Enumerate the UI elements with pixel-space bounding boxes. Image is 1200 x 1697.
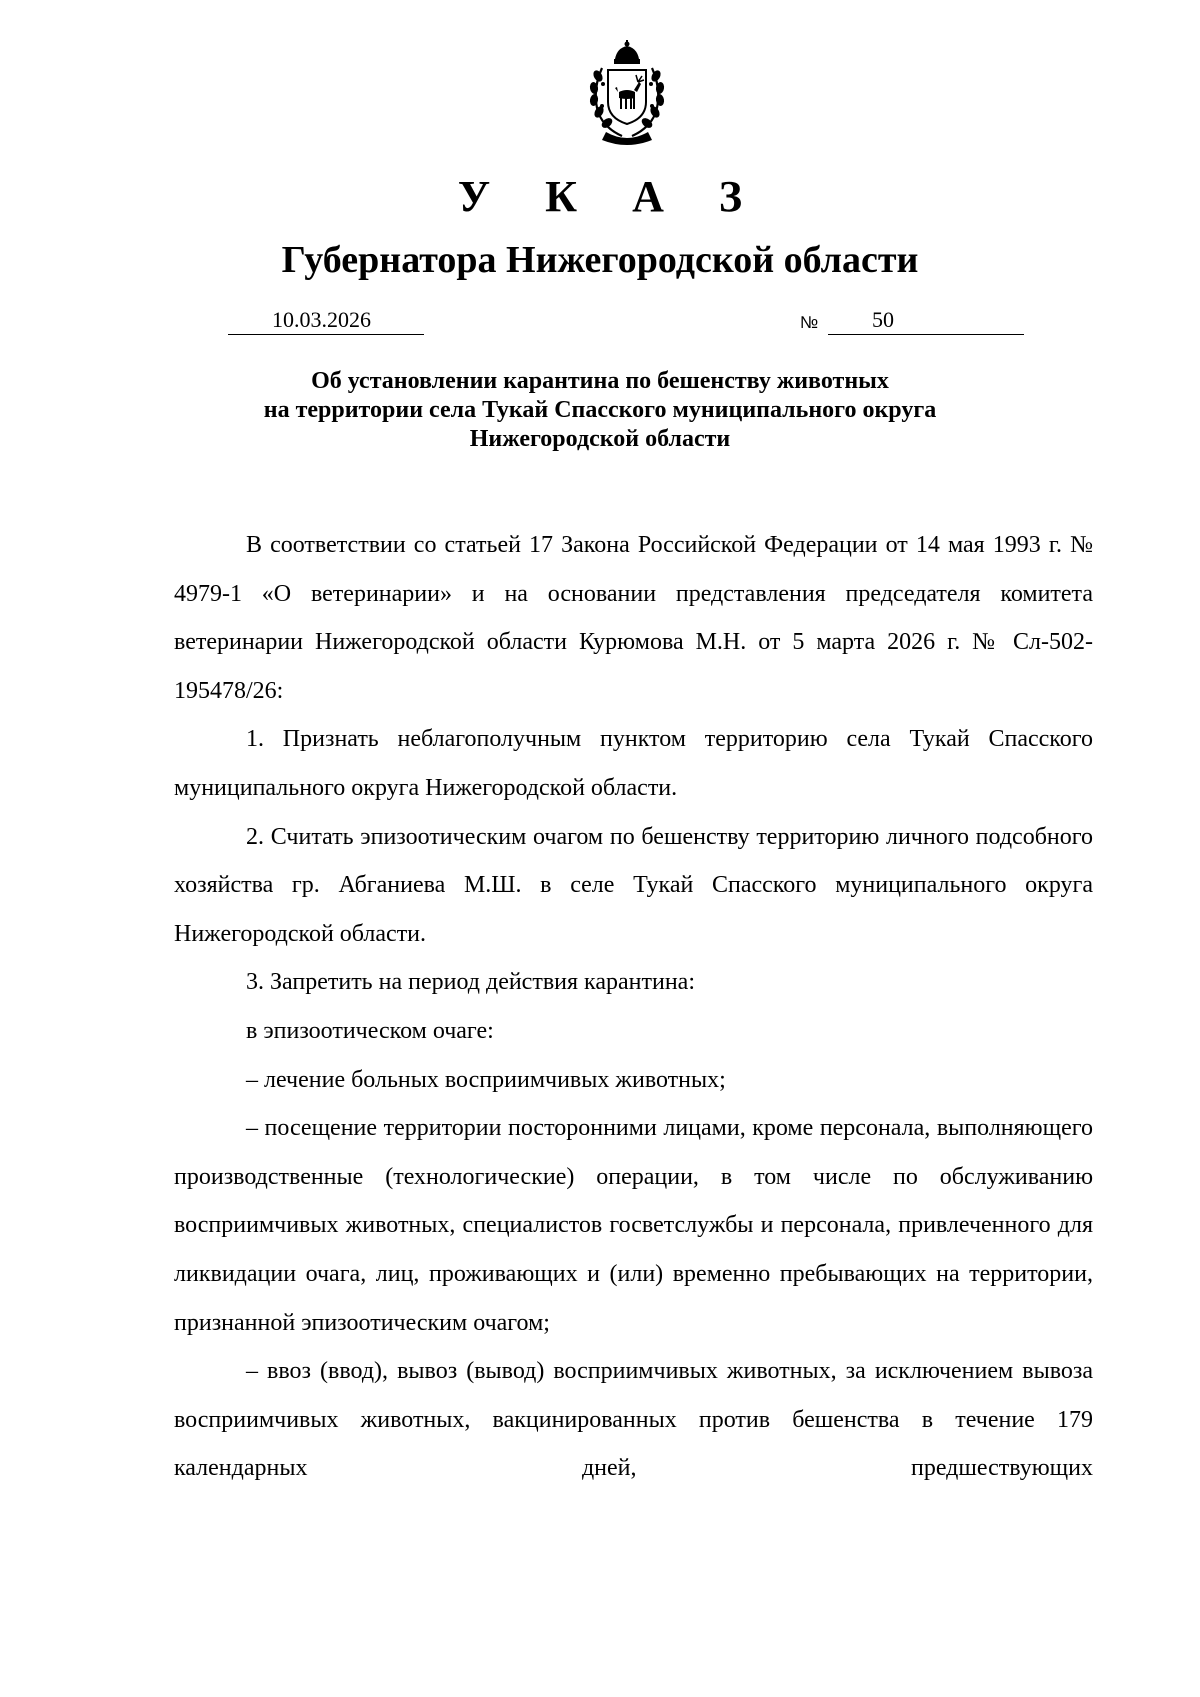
item-1-paragraph: 1. Признать неблагополучным пунктом территорию села Тукай Спасского муниципального округа Нижегородской области. [174, 726, 1093, 801]
heading-line: Об установлении карантина по бешенству животных [311, 368, 889, 394]
document-heading [150, 367, 1050, 454]
document-body [174, 521, 1093, 1493]
heading-line: на территории села Тукай Спасского муниципального округа [263, 397, 937, 423]
item-2-paragraph: 2. Считать эпизоотическим очагом по бешенству территорию личного подсобного хозяйства гр. Абганиева М.Ш. в селе Тукай Спасского муниципального округа Нижегородской области. [174, 823, 1093, 947]
number-field [828, 306, 1024, 335]
bullet-2-paragraph: – посещение территории посторонними лицами, кроме персонала, выполняющего производственные (технологические) операции, в том числе по обслуживанию восприимчивых животных, специалистов госветслужбы и персонала, привлеченного для ликвидации очага, лиц, проживающих и (или) временно пребывающих на территории, признанной эпизоотическим очагом; [174, 1115, 1093, 1336]
number-value: 50 [872, 307, 894, 332]
number-label: № [800, 313, 819, 332]
preamble-paragraph: В соответствии со статьей 17 Закона Российской Федерации от 14 мая 1993 г. № 4979-1 «О ветеринарии» и на основании представления председателя комитета ветеринарии Нижегородской области Курюмова М.Н. от 5 марта 2026 г. № Сл-502-195478/26: [174, 532, 1093, 704]
bullet-1-paragraph: – лечение больных восприимчивых животных; [246, 1066, 726, 1093]
bullet-3-paragraph: – ввоз (ввод), вывоз (вывод) восприимчивых животных, за исключением вывоза восприимчивых животных, вакцинированных против бешенства в течение 179 календарных дней, предшествующих [174, 1358, 1093, 1482]
coat-of-arms-icon [572, 40, 682, 148]
focus-intro-paragraph: в эпизоотическом очаге: [246, 1017, 494, 1044]
date-field [228, 306, 424, 335]
document-type-title: У К А З [457, 172, 765, 221]
date-value: 10.03.2026 [272, 307, 371, 332]
issuer-title: Губернатора Нижегородской области [281, 239, 919, 281]
item-3-paragraph: 3. Запретить на период действия карантина: [246, 969, 695, 996]
heading-line: Нижегородской области [469, 426, 731, 452]
